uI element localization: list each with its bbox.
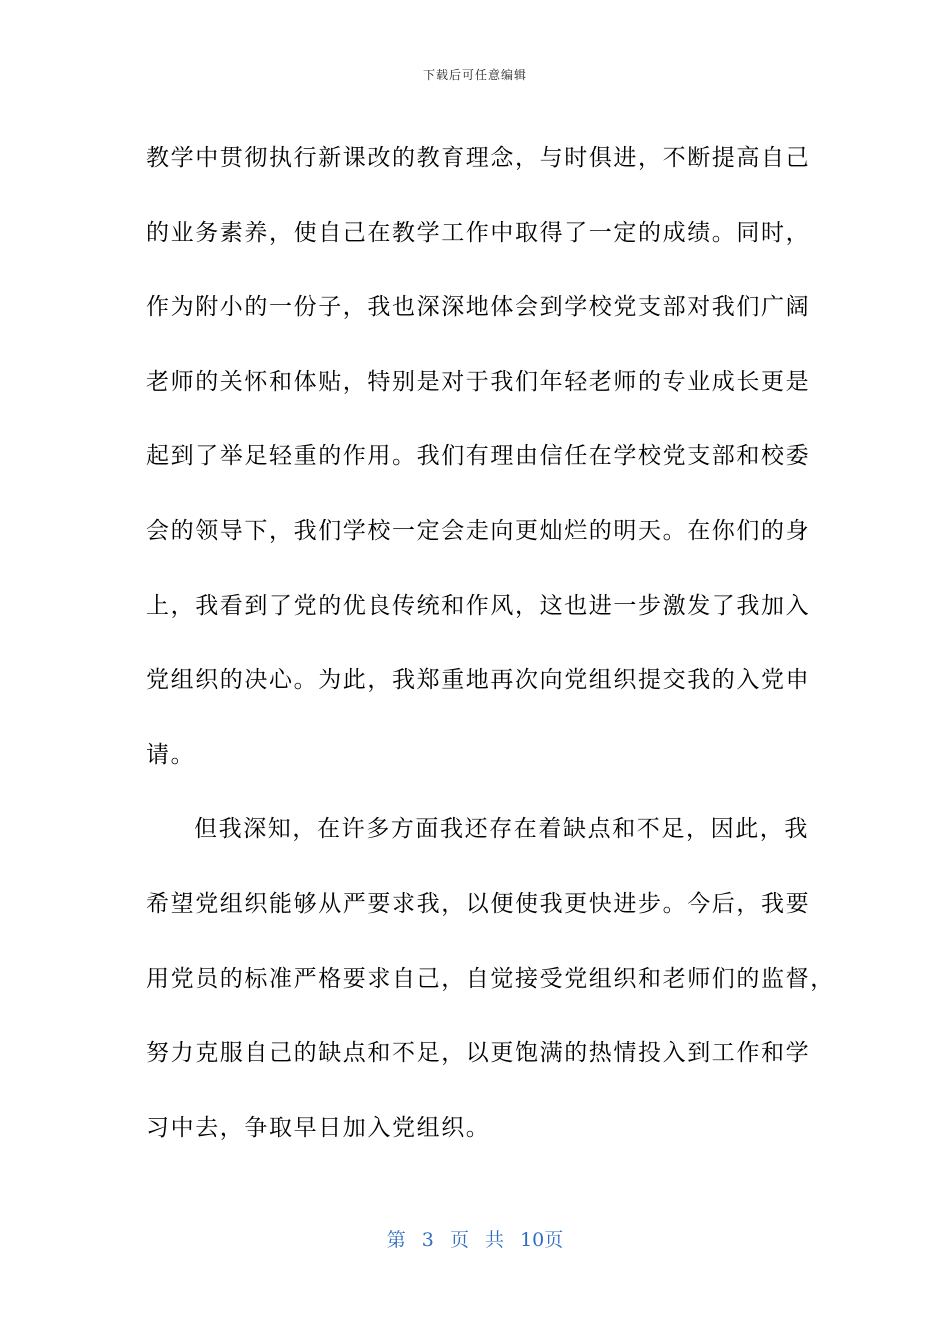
- page-header-note: 下载后可任意编辑: [422, 68, 527, 82]
- text-line: 的业务素养，使自己在教学工作中取得了一定的成绩。同时，: [146, 219, 811, 246]
- footer-label-total: 共: [485, 1229, 505, 1251]
- text-line: 老师的关怀和体贴，特别是对于我们年轻老师的专业成长更是: [146, 368, 811, 395]
- footer-total-pages: 10页: [520, 1229, 564, 1251]
- footer-label-mid: 页: [449, 1229, 469, 1251]
- text-line: 党组织的决心。为此，我郑重地再次向党组织提交我的入党申: [146, 667, 811, 694]
- text-line: 努力克服自己的缺点和不足，以更饱满的热情投入到工作和学: [146, 1040, 811, 1067]
- footer-label-prefix: 第: [386, 1229, 406, 1251]
- document-body: [146, 121, 835, 1165]
- text-line: 起到了举足轻重的作用。我们有理由信任在学校党支部和校委: [146, 443, 811, 470]
- paragraph-1: [146, 121, 811, 792]
- text-line: 上，我看到了党的优良传统和作风，这也进一步激发了我加入: [146, 592, 811, 619]
- text-line: 用党员的标准严格要求自己，自觉接受党组织和老师们的监督，: [146, 965, 835, 992]
- text-line: 希望党组织能够从严要求我，以便使我更快进步。今后，我要: [146, 890, 811, 917]
- page-footer: [0, 1225, 950, 1252]
- paragraph-2: [146, 792, 835, 1165]
- text-line: 习中去，争取早日加入党组织。: [146, 1114, 491, 1141]
- text-line: 请。: [146, 741, 196, 768]
- footer-current-page: 3: [421, 1229, 434, 1251]
- text-line: 会的领导下，我们学校一定会走向更灿烂的明天。在你们的身: [146, 517, 811, 544]
- text-line: 教学中贯彻执行新课改的教育理念，与时俱进，不断提高自己: [146, 145, 811, 171]
- text-line: 作为附小的一份子，我也深深地体会到学校党支部对我们广阔: [146, 294, 811, 321]
- text-line-indented: 但我深知，在许多方面我还存在着缺点和不足，因此，我: [194, 816, 809, 843]
